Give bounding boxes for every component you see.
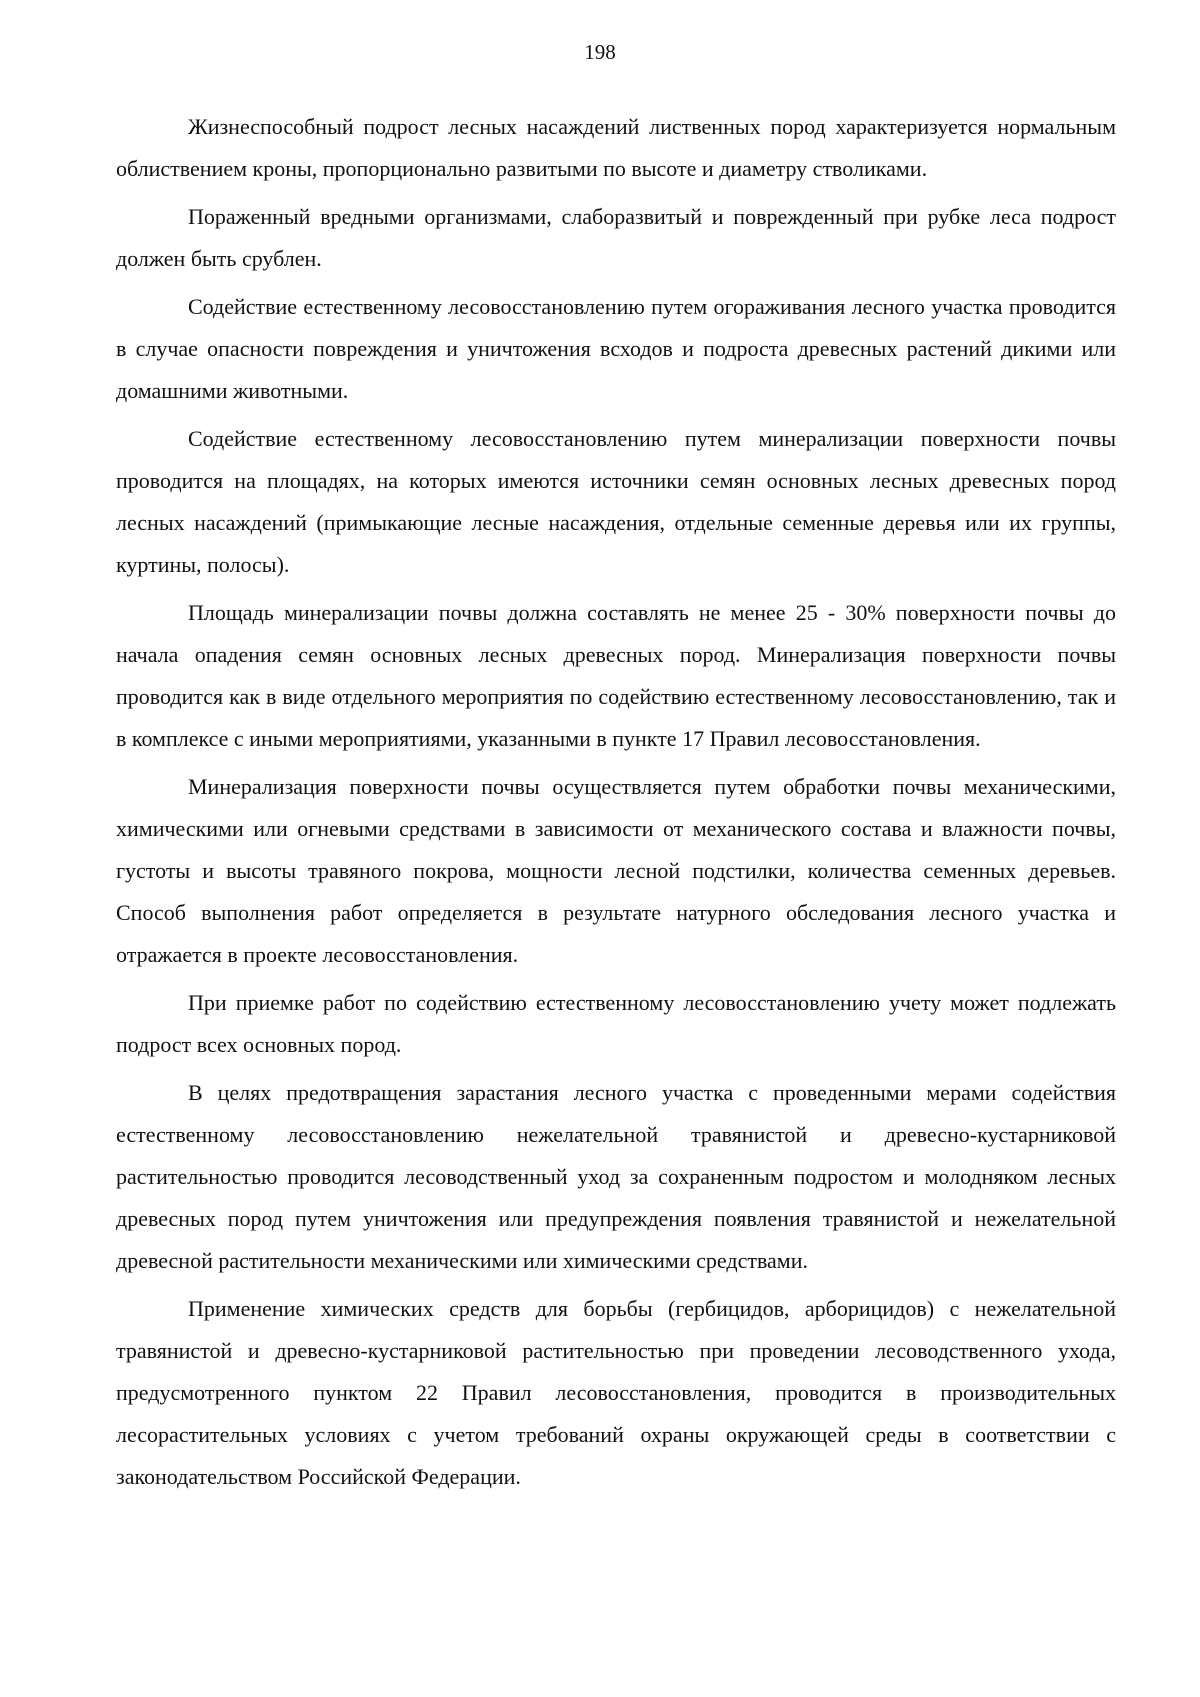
paragraph-overgrowth-prevention: В целях предотвращения зарастания лесного участка с проведенными мерами содействия естественному лесовосстановлению нежелательной травянистой и древесно-кустарниковой растительностью проводится лесоводственный уход за сохраненным подростом и молодняком лесных древесных пород путем уничтожения или предупреждения появления травянистой и нежелательной древесной растительности механическими или химическими средствами. [116,1080,1116,1273]
paragraph-mineralization-share: Площадь минерализации почвы должна составлять не менее 25 - 30% поверхности почвы до начала опадения семян основных лесных древесных пород. Минерализация поверхности почвы проводится как в виде отдельного мероприятия по содействию естественному лесовосстановлению, так и в комплексе с иными мероприятиями, указанными в пункте 17 Правил лесовосстановления. [116,600,1116,751]
paragraph-viable-undergrowth: Жизнеспособный подрост лесных насаждений лиственных пород характеризуется нормальным облиствением кроны, пропорционально развитыми по высоте и диаметру стволиками. [116,114,1116,181]
paragraph-damaged-undergrowth: Пораженный вредными организмами, слаборазвитый и поврежденный при рубке леса подрост должен быть срублен. [116,204,1116,271]
paragraph-chemical-means: Применение химических средств для борьбы (гербицидов, арборицидов) с нежелательной травянистой и древесно-кустарниковой растительностью при проведении лесоводственного ухода, предусмотренного пунктом 22 Правил лесовосстановления, проводится в производительных лесорастительных условиях с учетом требований охраны окружающей среды в соответствии с законодательством Российской Федерации. [116,1296,1116,1489]
paragraph-acceptance: При приемке работ по содействию естественному лесовосстановлению учету может подлежать подрост всех основных пород. [116,990,1116,1057]
page-number: 198 [584,40,616,64]
paragraph-mineralization-areas: Содействие естественному лесовосстановлению путем минерализации поверхности почвы проводится на площадях, на которых имеются источники семян основных лесных древесных пород лесных насаждений (примыкающие лесные насаждения, отдельные семенные деревья или их группы, куртины, полосы). [116,426,1116,577]
document-body [116,106,1116,1504]
paragraph-mineralization-methods: Минерализация поверхности почвы осуществляется путем обработки почвы механическими, химическими или огневыми средствами в зависимости от механического состава и влажности почвы, густоты и высоты травяного покрова, мощности лесной подстилки, количества семенных деревьев. Способ выполнения работ определяется в результате натурного обследования лесного участка и отражается в проекте лесовосстановления. [116,774,1116,967]
paragraph-fencing: Содействие естественному лесовосстановлению путем огораживания лесного участка проводится в случае опасности повреждения и уничтожения всходов и подроста древесных растений дикими или домашними животными. [116,294,1116,403]
